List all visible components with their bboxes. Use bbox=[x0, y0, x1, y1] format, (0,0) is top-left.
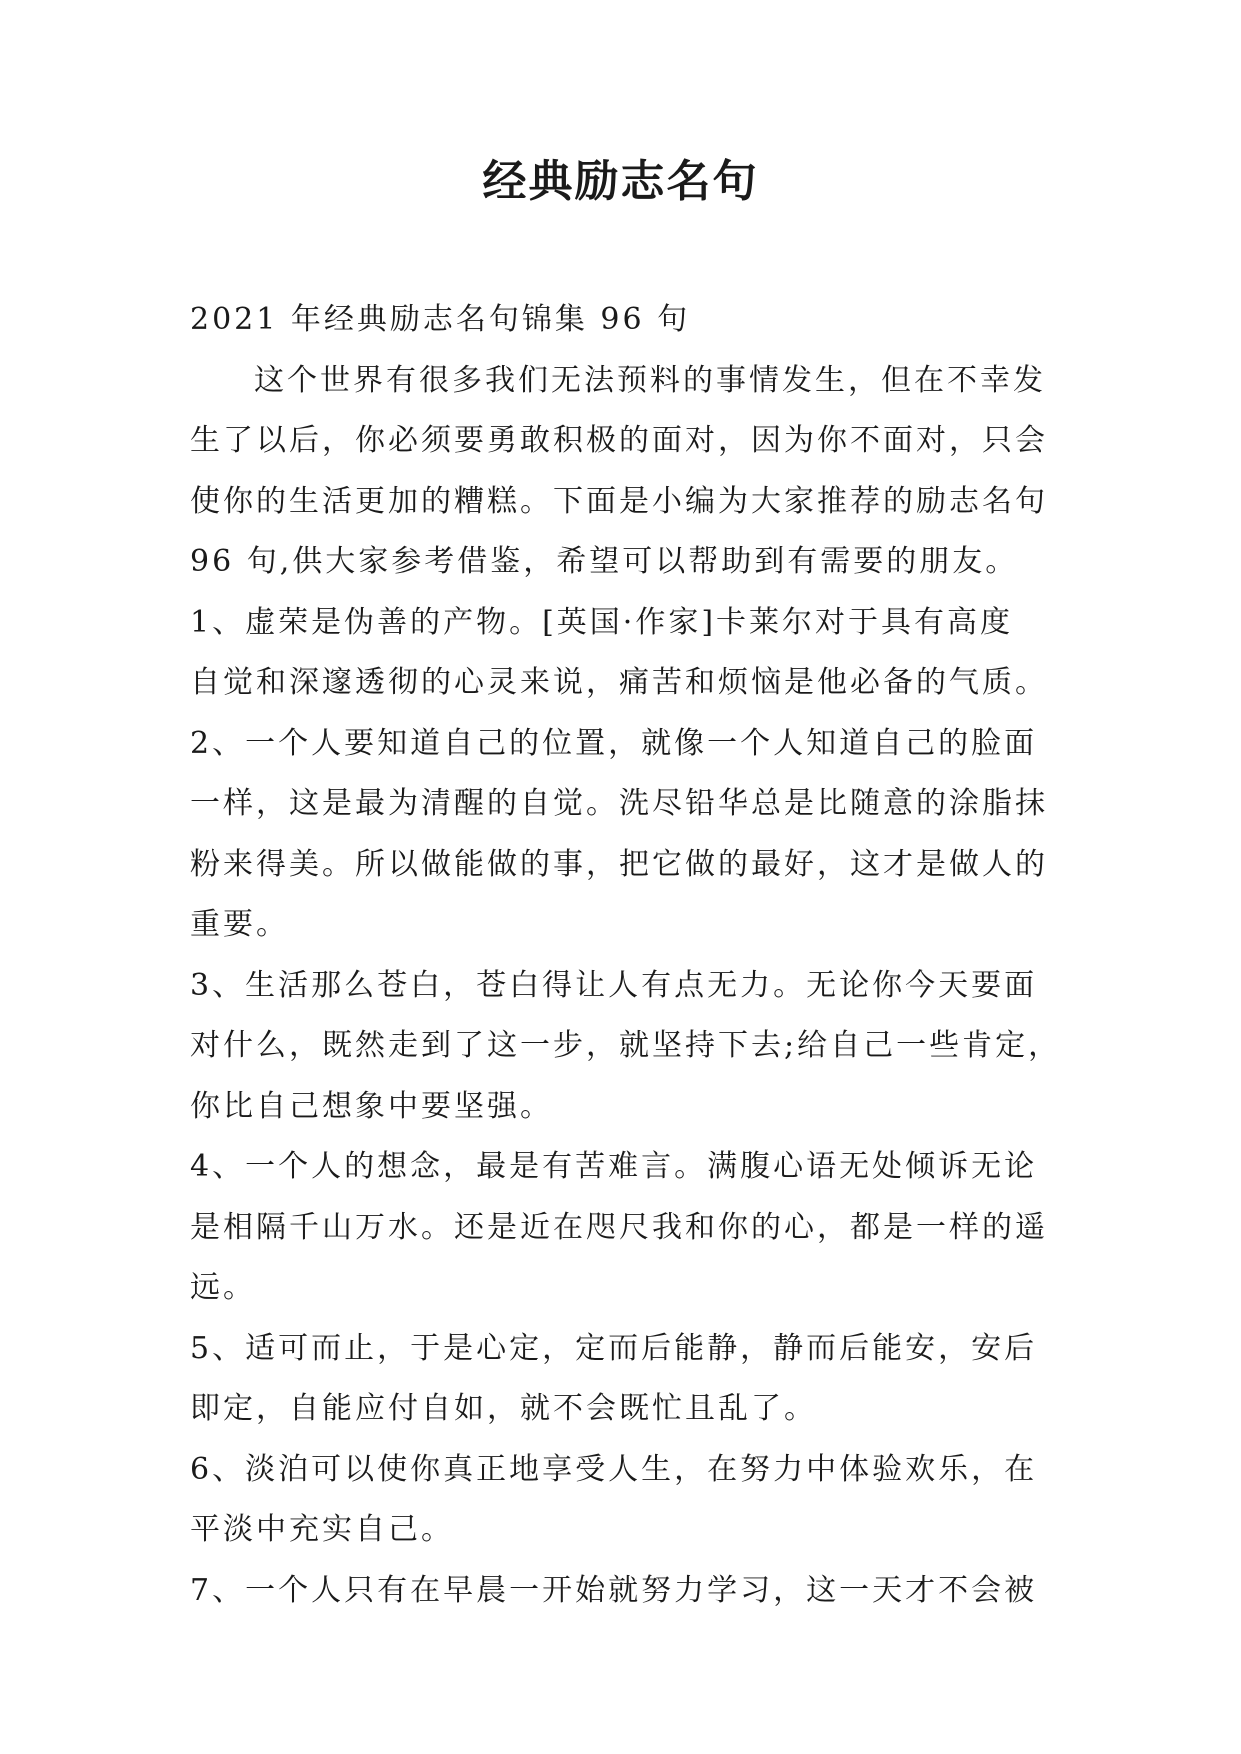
quote-5-line-2: 即定，自能应付自如，就不会既忙且乱了。 bbox=[190, 1391, 817, 1426]
quote-1-line-2: 自觉和深邃透彻的心灵来说，痛苦和烦恼是他必备的气质。 bbox=[190, 665, 1048, 700]
quote-5-line-1: 5、适可而止，于是心定，定而后能静，静而后能安，安后 bbox=[190, 1330, 1038, 1366]
quote-6-line-2: 平淡中充实自己。 bbox=[190, 1512, 454, 1547]
document-body bbox=[190, 290, 1070, 1621]
quote-3-line-2: 对什么，既然走到了这一步，就坚持下去;给自己一些肯定， bbox=[190, 1028, 1062, 1063]
quote-4-line-3: 远。 bbox=[190, 1270, 256, 1305]
document-title: 经典励志名句 bbox=[482, 156, 759, 207]
quote-3-line-1: 3、生活那么苍白，苍白得让人有点无力。无论你今天要面 bbox=[190, 967, 1038, 1003]
quote-3-line-3: 你比自己想象中要坚强。 bbox=[190, 1088, 553, 1124]
quote-7-line-1: 7、一个人只有在早晨一开始就努力学习，这一天才不会被 bbox=[190, 1572, 1038, 1608]
intro-line-1: 这个世界有很多我们无法预料的事情发生，但在不幸发 bbox=[254, 362, 1046, 398]
quote-4-line-1: 4、一个人的想念，最是有苦难言。满腹心语无处倾诉无论 bbox=[190, 1149, 1038, 1184]
intro-line-4: 96 句,供大家参考借鉴，希望可以帮助到有需要的朋友。 bbox=[190, 544, 1019, 579]
quote-6-line-1: 6、淡泊可以使你真正地享受人生，在努力中体验欢乐，在 bbox=[190, 1451, 1038, 1487]
quote-2-line-1: 2、一个人要知道自己的位置，就像一个人知道自己的脸面 bbox=[190, 725, 1038, 761]
quote-2-line-2: 一样，这是最为清醒的自觉。洗尽铅华总是比随意的涂脂抹 bbox=[190, 786, 1048, 821]
quote-2-line-3: 粉来得美。所以做能做的事，把它做的最好，这才是做人的 bbox=[190, 846, 1048, 882]
quote-4-line-2: 是相隔千山万水。还是近在咫尺我和你的心，都是一样的遥 bbox=[190, 1209, 1048, 1245]
quote-1-line-1: 1、虚荣是伪善的产物。[英国·作家]卡莱尔对于具有高度 bbox=[190, 604, 1014, 640]
subtitle-line: 2021 年经典励志名句锦集 96 句 bbox=[190, 302, 691, 337]
intro-line-3: 使你的生活更加的糟糕。下面是小编为大家推荐的励志名句 bbox=[190, 483, 1048, 519]
intro-line-2: 生了以后，你必须要勇敢积极的面对，因为你不面对，只会 bbox=[190, 423, 1048, 458]
quote-2-line-4: 重要。 bbox=[190, 907, 289, 942]
